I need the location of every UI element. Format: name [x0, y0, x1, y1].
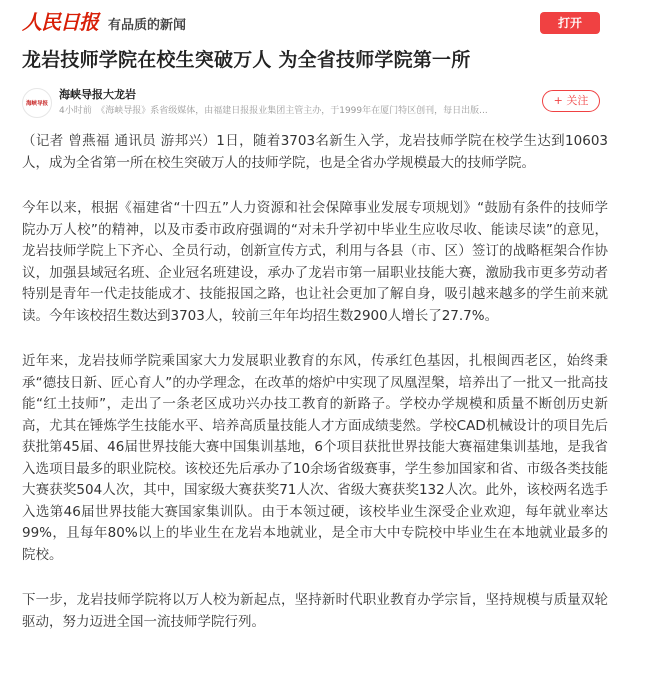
article-paragraph: 下一步，龙岩技师学院将以万人校为新起点，坚持新时代职业教育办学宗旨，坚持规模与质量双轮驱动，努力迈进全国一流技师学院行列。 [22, 592, 608, 630]
people-daily-logo[interactable] [22, 6, 186, 35]
author-avatar[interactable] [22, 88, 52, 118]
article-paragraph: （记者 曾燕福 通讯员 游邦兴）1日，随着3703名新生入学，龙岩技师学院在校学生达到10603人，成为全省第一所在校生突破万人的技师学院，也是全省办学规模最大的技师学院。 [22, 133, 608, 171]
author-meta: 4小时前 《海峡导报》系省级媒体，由福建日报报业集团主管主办，于1999年在厦门特区创刊，每日出版... [59, 106, 488, 116]
logo-text: 人民日报 [22, 10, 98, 34]
logo-slogan: 有品质的新闻 [108, 18, 187, 33]
article-paragraph: 近年来，龙岩技师学院乘国家大力发展职业教育的东风，传承红色基因，扎根闽西老区，始终秉承“德技日新、匠心育人”的办学理念，在改革的熔炉中实现了凤凰涅槃，培养出了一批又一批高技能“红土技师”，走出了一条老区成功兴办技工教育的新路子。学校办学规模和质量不断创历史新高，尤其在锤炼学生技能水平、培养高质量技能人才方面成绩斐然。学校CAD机械设计的项目先后获批第45届、46届世界技能大赛中国集训基地，6个项目获批世界技能大赛福建集训基地，是我省入选项目最多的职业院校。该校还先后承办了10余场省级赛事，学生参加国家和省、市级各类技能大赛获奖504人次，其中，国家级大赛获奖71人次、省级大赛获奖132人次。此外，该校两名选手入选第46届世界技能大赛国家集训队。由于本领过硬，该校毕业生深受企业欢迎，每年就业率达99%，且每年80%以上的毕业生在龙岩本地就业，是全市大中专院校中毕业生在本地就业最多的院校。 [22, 353, 608, 563]
author-bar [22, 86, 602, 116]
follow-button[interactable]: + 关注 [542, 90, 600, 112]
article-body [22, 131, 608, 657]
avatar-text: 海峡导报 [25, 101, 48, 107]
article-paragraph: 今年以来，根据《福建省“十四五”人力资源和社会保障事业发展专项规划》“鼓励有条件的技师学院办万人校”的精神，以及市委市政府强调的“对未升学初中毕业生应收尽收、能读尽读”的意见，龙岩技师学院上下齐心、全员行动，创新宣传方式，利用与各县（市、区）签订的战略框架合作协议，加强县域冠名班、企业冠名班建设，承办了龙岩市第一届职业技能大赛，激励我市更多劳动者特别是青年一代走技能成才、技能报国之路，也让社会更加了解自身，吸引越来越多的学生前来就读。今年该校招生数达到3703人，较前三年年均招生数2900人增长了27.7%。 [22, 200, 608, 324]
article-title: 龙岩技师学院在校生突破万人 为全省技师学院第一所 [22, 49, 471, 71]
open-app-button[interactable]: 打开 [540, 12, 600, 34]
author-name[interactable]: 海峡导报大龙岩 [59, 88, 136, 101]
app-header [0, 0, 646, 40]
